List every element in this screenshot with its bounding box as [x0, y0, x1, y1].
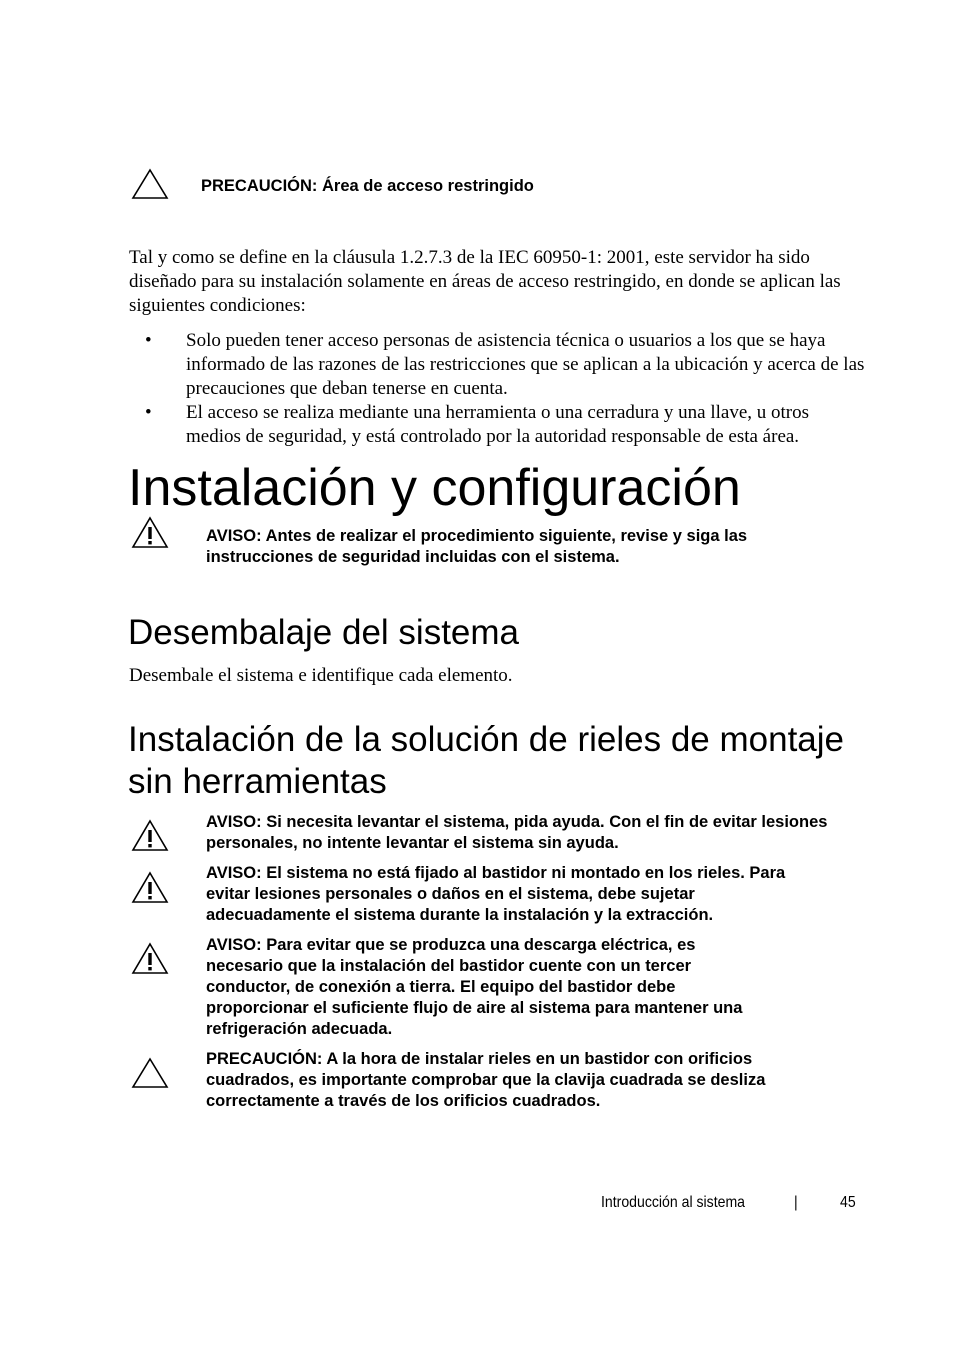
- warning-text: Antes de realizar el procedimiento siguiente, revise y siga las instrucciones de seguridad incluidas con el sistema.: [206, 527, 748, 566]
- warning-exclamation-icon: [130, 516, 170, 552]
- warning-text: Si necesita levantar el sistema, pida ayuda. Con el fin de evitar lesiones personales, no intente levantar el sistema sin ayuda.: [206, 813, 828, 852]
- warning-text: El sistema no está fijado al bastidor ni montado en los rieles. Para evitar lesiones personales o daños en el sistema, debe sujetar adecuadamente el sistema durante la instalación y la extracción.: [206, 864, 786, 924]
- caution-label: PRECAUCIÓN:: [201, 177, 318, 195]
- caution-triangle-icon: [130, 168, 170, 204]
- section-heading: Instalación de la solución de rieles de montaje sin herramientas: [128, 720, 844, 801]
- warning-exclamation-icon: [130, 871, 170, 907]
- caution-text: A la hora de instalar rieles en un bastidor con orificios cuadrados, es importante comprobar que la clavija cuadrada se desliza correctamente a través de los orificios cuadrados.: [206, 1050, 766, 1110]
- caution-triangle-icon: [130, 1057, 170, 1093]
- warning-exclamation-icon: [130, 942, 170, 978]
- warning-notice: [206, 526, 846, 568]
- warning-label: AVISO:: [206, 936, 262, 954]
- page-number: 45: [840, 1194, 856, 1211]
- section-text: Desembale el sistema e identifique cada elemento.: [129, 665, 513, 686]
- bullet-marker: •: [145, 330, 152, 351]
- warning-text: Para evitar que se produzca una descarga eléctrica, es necesario que la instalación del bastidor cuente con un tercer conductor, de conexión a tierra. El equipo del bastidor debe proporcionar el suficiente flujo de aire al sistema para mantener una refrigeración adecuada.: [206, 936, 743, 1038]
- caution-label: PRECAUCIÓN:: [206, 1050, 323, 1068]
- footer-section-name: Introducción al sistema: [601, 1194, 746, 1211]
- warning-notice: [206, 812, 846, 854]
- intro-paragraph: Tal y como se define en la cláusula 1.2.7.3 de la IEC 60950-1: 2001, este servidor ha sido diseñado para su instalación solamente en áreas de acceso restringido, en donde se aplican las siguientes condiciones:: [129, 247, 841, 316]
- footer-separator: |: [794, 1194, 798, 1211]
- bullet-marker: •: [145, 402, 152, 423]
- page-title: Instalación y configuración: [128, 459, 741, 517]
- caution-text: Área de acceso restringido: [322, 177, 534, 195]
- warning-notice: [206, 935, 766, 1040]
- condition-item: Solo pueden tener acceso personas de asistencia técnica o usuarios a los que se haya informado de las razones de las restricciones que se aplican a la ubicación y acerca de las precauciones que deban tenerse en cuenta.: [186, 330, 865, 399]
- condition-item: El acceso se realiza mediante una herramienta o una cerradura y una llave, u otros medios de seguridad, y está controlado por la autoridad responsable de esta área.: [186, 402, 810, 447]
- warning-exclamation-icon: [130, 819, 170, 855]
- warning-label: AVISO:: [206, 813, 262, 831]
- warning-label: AVISO:: [206, 864, 262, 882]
- caution-notice: [201, 176, 534, 197]
- warning-label: AVISO:: [206, 527, 262, 545]
- section-heading: Desembalaje del sistema: [128, 613, 520, 652]
- caution-notice: [206, 1049, 816, 1112]
- warning-notice: [206, 863, 806, 926]
